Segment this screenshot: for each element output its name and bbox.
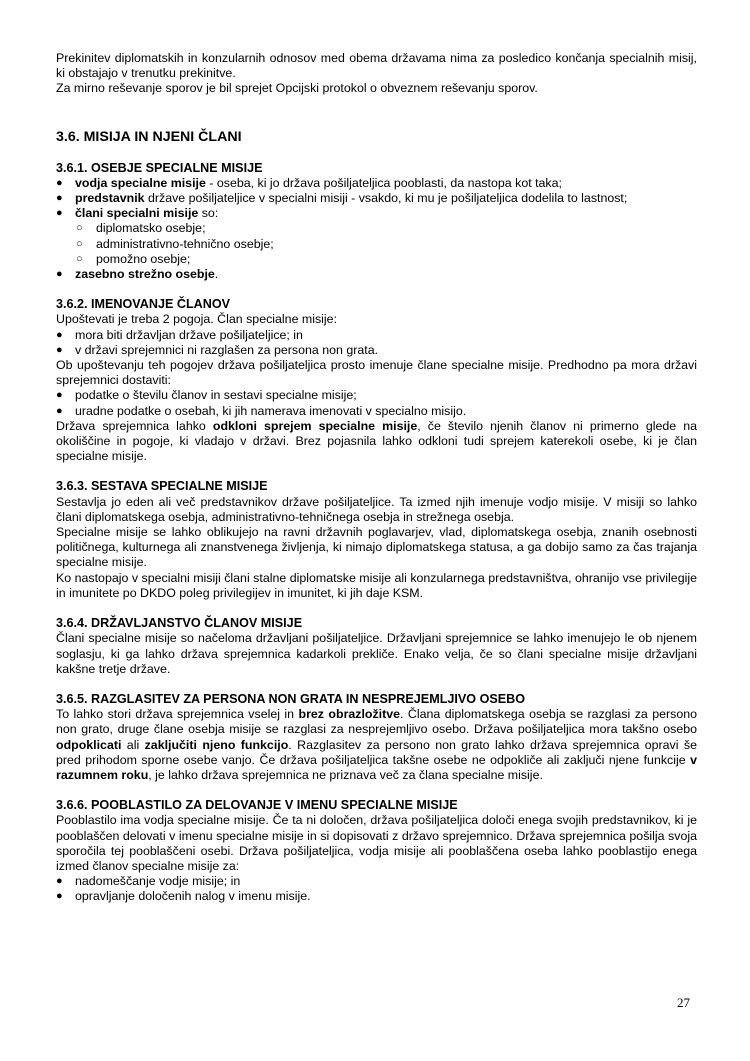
sub-list-item: ○ administrativno-tehnično osebje;: [76, 236, 274, 251]
bullet-icon: ●: [56, 176, 63, 189]
circle-bullet-icon: ○: [76, 237, 83, 250]
paragraph: Sestavlja jo eden ali več predstavnikov države pošiljateljice. Ta izmed njih imenuje vodjo misije. V misiji so lahko člani diplomatskega osebja, administrativno-tehničnega osebja in strežnega osebja.: [56, 494, 697, 524]
section-3-6-3: [56, 479, 697, 601]
intro-paragraph-2: Za mirno reševanje sporov je bil sprejet Opcijski protokol o obveznem reševanju sporov.: [56, 81, 538, 96]
section-title: 3.6.4. DRŽAVLJANSTVO ČLANOV MISIJE: [56, 616, 303, 631]
bullet-icon: ●: [56, 890, 63, 903]
section-title: 3.6.2. IMENOVANJE ČLANOV: [56, 297, 231, 312]
page-number: 27: [677, 995, 690, 1010]
section-3-6-1: [56, 161, 697, 283]
paragraph: Člani specialne misije so načeloma državljani pošiljateljice. Državljani sprejemnice se lahko imenujejo le ob njenem soglasju, ki ga lahko država sprejemnica kadarkoli prekliče. Enako velja, če so člani specialne misije državljani kakšne tretje države.: [56, 631, 697, 676]
bullet-icon: ●: [56, 343, 63, 356]
list-item: ● nadomeščanje vodje misije; in: [56, 874, 241, 889]
page-content: [56, 51, 697, 905]
bullet-list: [56, 388, 697, 418]
list-item: ● zasebno strežno osebje.: [56, 267, 219, 282]
circle-bullet-icon: ○: [76, 222, 83, 235]
section-3-6-5: [56, 692, 697, 783]
list-item: ● predstavnik države pošiljateljice v specialni misiji - vsakdo, ki mu je pošiljateljica dodelila to lastnost;: [56, 191, 628, 206]
intro-paragraph-1: Prekinitev diplomatskih in konzularnih odnosov med obema državama nima za posledico končanja specialnih misij, ki obstajajo v trenutku prekinitve.: [56, 51, 697, 81]
circle-bullet-icon: ○: [76, 252, 83, 265]
bullet-list: [56, 328, 697, 358]
sub-list: [56, 221, 697, 267]
bullet-list: [56, 874, 697, 904]
paragraph: Upoštevati je treba 2 pogoja. Član specialne misije:: [56, 312, 338, 327]
list-item: ● podatke o številu članov in sestavi specialne misije;: [56, 388, 357, 403]
section-title: 3.6.3. SESTAVA SPECIALNE MISIJE: [56, 479, 268, 494]
sub-list-item: ○ diplomatsko osebje;: [76, 221, 206, 236]
list-item: ● v državi sprejemnici ni razglašen za persona non grata.: [56, 342, 379, 357]
paragraph: Država sprejemnica lahko odkloni sprejem specialne misije, če število njenih članov ni primerno glede na okoliščine in pogoje, ki vladajo v državi. Brez pojasnila lahko odkloni tudi sprejem katerekoli osebe, ki je član specialne misije.: [56, 418, 697, 464]
section-title: 3.6.5. RAZGLASITEV ZA PERSONA NON GRATA IN NESPREJEMLJIVO OSEBO: [56, 691, 526, 706]
section-3-6-2: [56, 297, 697, 464]
paragraph: Pooblastilo ima vodja specialne misije. Če ta ni določen, država pošiljateljica določi enega svojih predstavnikov, ki je pooblaščen delovati v imenu specialne misije in si dopisovati z državo sprejemnico. Država sprejemnica pošilja svoja sporočila tej pooblaščeni osebi. Država pošiljateljica, vodja misije ali pooblaščena oseba lahko pooblastijo enega izmed članov specialne misije za:: [56, 813, 697, 873]
chapter-title: 3.6. MISIJA IN NJENI ČLANI: [56, 128, 242, 145]
bullet-list: [56, 176, 697, 282]
list-item: ● mora biti državljan države pošiljateljice; in: [56, 327, 303, 342]
bullet-icon: ●: [56, 328, 63, 341]
bullet-icon: ●: [56, 389, 63, 402]
paragraph: Specialne misije se lahko oblikujejo na ravni državnih poglavarjev, vlad, diplomatskega osebja, znanih osebnosti političnega, kulturnega ali znanstvenega življenja, ki nimajo diplomatskega statusa, a ga dobijo samo za čas trajanja specialne misije.: [56, 525, 697, 570]
sub-list-item: ○ pomožno osebje;: [76, 251, 191, 266]
paragraph: Ko nastopajo v specialni misiji člani stalne diplomatske misije ali konzularnega predstavništva, ohranijo vse privilegije in imunitete po DKDO poleg privilegijev in imunitet, ki jih daje KSM.: [56, 570, 697, 600]
section-3-6-4: [56, 616, 697, 677]
bullet-icon: ●: [56, 192, 63, 205]
list-item: ● vodja specialne misije - oseba, ki jo država pošiljateljica pooblasti, da nastopa kot taka;: [56, 175, 562, 190]
section-3-6-6: [56, 798, 697, 904]
list-item: ● opravljanje določenih nalog v imenu misije.: [56, 889, 311, 904]
section-title: 3.6.6. POOBLASTILO ZA DELOVANJE V IMENU SPECIALNE MISIJE: [56, 798, 458, 813]
bullet-icon: ●: [56, 404, 63, 417]
list-item: ● člani specialni misije so: ○ diplomatsko osebje; ○ administrativno-tehnično osebje; ○ pomožno osebje;: [56, 206, 697, 267]
section-title: 3.6.1. OSEBJE SPECIALNE MISIJE: [56, 160, 263, 175]
bullet-icon: ●: [56, 207, 63, 220]
paragraph: To lahko stori država sprejemnica vselej in brez obrazložitve. Člana diplomatskega osebja se razglasi za persono non grato, druge člane osebja misije se razglasi za nesprejemljivo osebo. Država pošiljateljica mora takšno osebo odpoklicati ali zaključiti njeno funkcijo. Razglasitev za persono non grato lahko država sprejemnica opravi še pred prihodom sporne osebe vanjo. Če država pošiljateljica takšne osebe ne odpokliče ali zaključi njene funkcije v razumnem roku, je lahko država sprejemnica ne priznava več za člana specialne misije.: [56, 707, 697, 782]
list-item: ● uradne podatke o osebah, ki jih namerava imenovati v specialno misijo.: [56, 403, 467, 418]
bullet-icon: ●: [56, 268, 63, 281]
bullet-icon: ●: [56, 875, 63, 888]
paragraph: Ob upoštevanju teh pogojev država pošiljateljica prosto imenuje člane specialne misije. Predhodno pa mora državi sprejemnici dostaviti:: [56, 358, 697, 388]
